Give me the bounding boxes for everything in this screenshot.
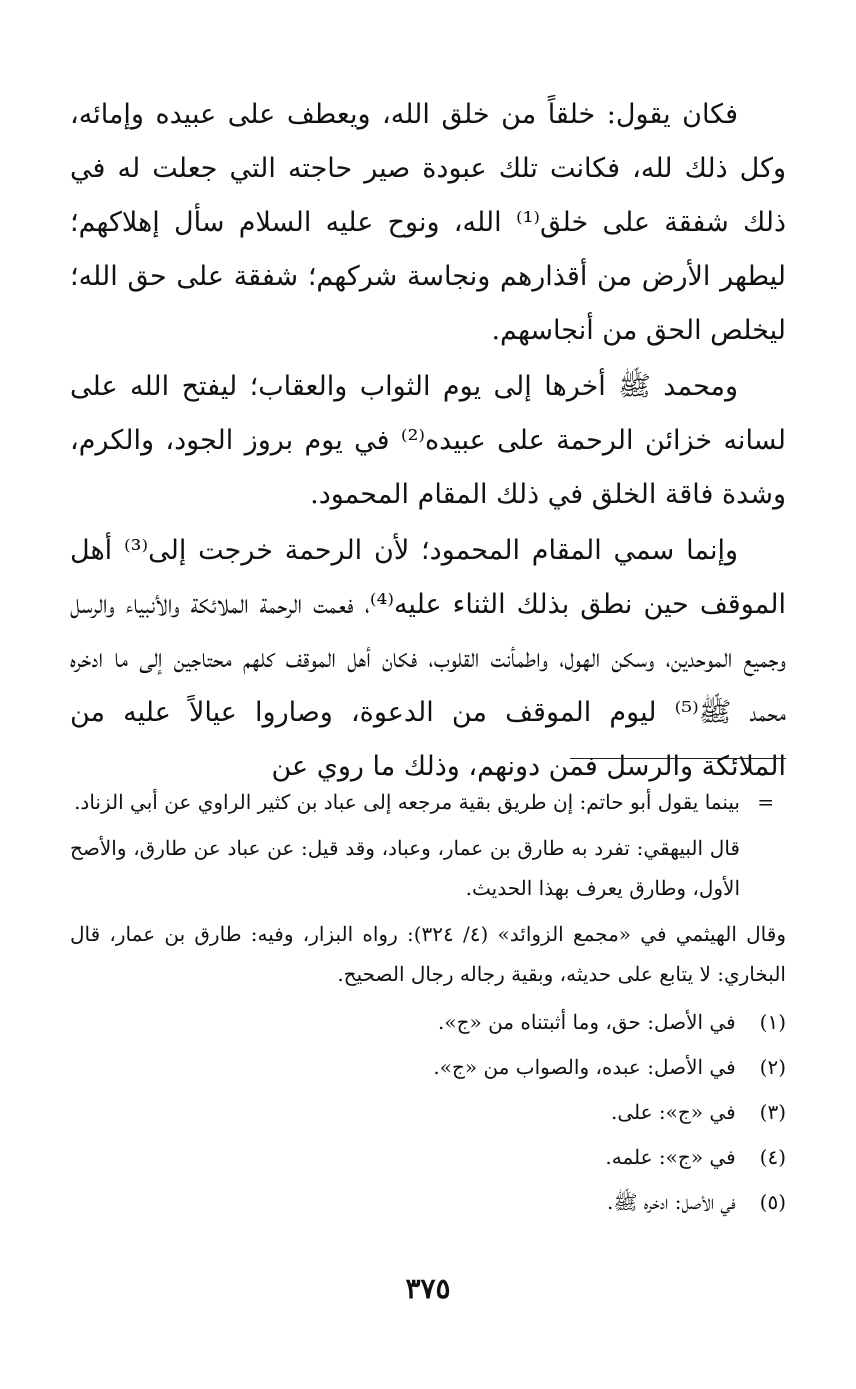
- footnote-number: (٥): [759, 1190, 786, 1214]
- continuation-text: بينما يقول أبو حاتم: إن طريق بقية مرجعه إلى عباد بن كثير الراوي عن أبي الزناد.: [74, 790, 740, 814]
- footnote-item: [70, 1045, 786, 1090]
- footnote-continuation: [70, 782, 786, 822]
- paragraph-1: فكان يقول: خلقاً من خلق الله، ويعطف على عبيده وإمائه، وكل ذلك لله، فكانت تلك عبودة صير حاجته التي جعلت له في ذلك شفقة على خلق⁽¹⁾ الله، ونوح عليه السلام سأل إهلاكهم؛ ليطهر الأرض من أقذارهم ونجاسة شركهم؛ شفقة على حق الله؛ ليخلص الحق من أنجاسهم.: [70, 99, 786, 346]
- footnote-separator: [570, 758, 786, 759]
- footnote-number: (٢): [759, 1055, 786, 1079]
- footnote-item: [70, 1180, 786, 1225]
- footnotes: [70, 782, 786, 1225]
- footnote-number: (٤): [759, 1145, 786, 1169]
- footnote-number: (٣): [759, 1100, 786, 1124]
- footnote-text: في «ج»: علمه.: [605, 1145, 736, 1169]
- footnote-item: [70, 1135, 786, 1180]
- continuation-mark: =: [757, 790, 774, 814]
- footnote-text: في «ج»: على.: [610, 1100, 736, 1124]
- page-number: ٣٧٥: [405, 1272, 451, 1305]
- footnote-item: [70, 1000, 786, 1045]
- footnote-bayhaqi: قال البيهقي: تفرد به طارق بن عمار، وعباد، وقد قيل: عن عباد عن طارق، والأصح الأول، وطارق يعرف بهذا الحديث.: [70, 836, 740, 900]
- paragraph-3: وإنما سمي المقام المحمود؛ لأن الرحمة خرجت إلى⁽³⁾ أهل الموقف حين نطق بذلك الثناء عليه⁽⁴⁾، فعمت الرحمة الملائكة والأنبياء والرسل وجميع الموحدين، وسكن الهول، واطمأنت القلوب، فكان أهل الموقف كلهم محتاجين إلى ما ادخره محمد ﷺ⁽⁵⁾ ليوم الموقف من الدعوة، وصاروا عيالاً عليه من الملائكة والرسل فمن دونهم، وذلك ما روي عن: [70, 535, 786, 782]
- footnote-text: في الأصل: ادخره ﷺ.: [606, 1190, 736, 1214]
- footnote-item: [70, 1090, 786, 1135]
- paragraph-2: ومحمد ﷺ أخرها إلى يوم الثواب والعقاب؛ ليفتح الله على لسانه خزائن الرحمة على عبيده⁽²⁾ في يوم بروز الجود، والكرم، وشدة فاقة الخلق في ذلك المقام المحمود.: [70, 371, 786, 510]
- footnote-number: (١): [759, 1010, 786, 1034]
- footnote-text: في الأصل: عبده، والصواب من «ج».: [433, 1055, 736, 1079]
- footnote-text: في الأصل: حق، وما أثبتناه من «ج».: [437, 1010, 736, 1034]
- footnote-list: [70, 1000, 786, 1225]
- main-text: [70, 88, 786, 794]
- footnote-haythami: وقال الهيثمي في «مجمع الزوائد» (٤/ ٣٢٤): رواه البزار، وفيه: طارق بن عمار، قال البخاري: لا يتابع على حديثه، وبقية رجاله رجال الصحيح.: [70, 922, 786, 986]
